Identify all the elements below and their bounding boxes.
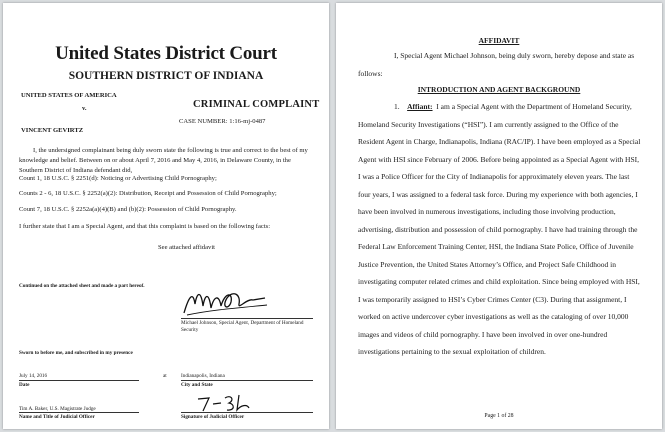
affidavit-page <box>336 3 662 429</box>
affidavit-paragraph-1 <box>358 98 642 361</box>
at-label: at <box>163 373 167 379</box>
name-title-label: Name and Title of Judicial Officer <box>19 414 95 420</box>
location-line <box>181 380 313 381</box>
judge-signature-line <box>181 412 313 413</box>
location-value: Indianapolis, Indiana <box>181 373 225 379</box>
district-name: SOUTHERN DISTRICT OF INDIANA <box>68 70 264 82</box>
page-footer: Page 1 of 28 <box>484 413 514 419</box>
affidavit-opening: I, Special Agent Michael Johnson, being duly sworn, hereby depose and state as follows: <box>358 51 635 78</box>
judge-name: Tim A. Baker, U.S. Magistrate Judge <box>19 406 96 412</box>
paragraph-lead: Affiant: <box>407 102 433 111</box>
judge-name-line <box>19 412 139 413</box>
count-2-6: Counts 2 - 6, 18 U.S.C. § 2252(a)(2): Distribution, Receipt and Possession of Child Pornography; <box>19 190 277 197</box>
document-title: CRIMINAL COMPLAINT <box>193 99 320 110</box>
defendant: VINCENT GEVIRTZ <box>21 127 84 134</box>
agent-signature <box>181 286 271 318</box>
affidavit-title: AFFIDAVIT <box>478 36 520 45</box>
signature-label: Signature of Judicial Officer <box>181 414 245 420</box>
case-number: CASE NUMBER: 1:16-mj-0487 <box>179 118 266 125</box>
count-1: Count 1, 18 U.S.C. § 2251(d): Noticing or Advertising Child Pornography; <box>19 175 217 182</box>
see-attached-affidavit: See attached affidavit <box>158 244 215 251</box>
complaint-intro: I, the undersigned complainant being duly sworn state the following is true and correct to the best of my knowledge and belief. Between on or about April 7, 2016 and May 4, 2016, in Delaware County, in the Southern District of Indiana defendant did, <box>19 147 308 174</box>
date-value: July 14, 2016 <box>19 373 48 379</box>
paragraph-number: 1. <box>394 102 400 111</box>
further-statement: I further state that I am a Special Agent, and that this complaint is based on the following facts: <box>19 223 271 230</box>
paragraph-body: I am a Special Agent with the Department of Homeland Security, Homeland Security Investigations (“HSI”). I am currently assigned to the Office of the Resident Agent in Charge, Indianapolis, Indiana (RAC/IP). I have been employed as a Special Agent with HSI since February of 2006. Before being appointed as a Special Agent with HSI, I was a Police Officer for the City of Indianapolis for approximately eleven years. The last four years, I was assigned to a federal task force. During my experience with both agencies, I have been involved in numerous investigations, including those involving production, advertising, distribution and possession of child pornography. I have had training through the Federal Law Enforcement Training Center, HSI, the Indiana State Police, Office of Juvenile Justice Prevention, the United States Attorney’s Office, and Project Safe Childhood in investigating computer related crimes and child exploitation. Since being employed with HSI, I was temporarily assigned to HSI’s Cyber Crimes Center (C3). During that assignment, I worked on active undercover cyber investigations as well as the cataloging of over 10,000 images and videos of child pornography. I have been involved in over one-hundred investigations pertaining to the sexual exploitation of children. <box>358 102 641 356</box>
date-line <box>19 380 139 381</box>
city-state-label: City and State <box>181 382 213 388</box>
sworn-statement: Sworn to before me, and subscribed in my presence <box>19 350 133 356</box>
court-title: United States District Court <box>55 43 277 64</box>
versus: v. <box>82 105 87 112</box>
count-7: Count 7, 18 U.S.C. § 2252a(a)(4)(B) and (b)(2): Possession of Child Pornography. <box>19 206 237 213</box>
agent-signature-line <box>181 318 313 319</box>
section-heading: INTRODUCTION AND AGENT BACKGROUND <box>417 85 581 94</box>
agent-signature-caption: Michael Johnson, Special Agent, Department of Homeland Security <box>181 320 304 333</box>
continued-note: Continued on the attached sheet and made a part hereof. <box>19 283 145 289</box>
date-label: Date <box>19 382 30 388</box>
complaint-page <box>3 3 329 429</box>
plaintiff: UNITED STATES OF AMERICA <box>21 92 117 99</box>
